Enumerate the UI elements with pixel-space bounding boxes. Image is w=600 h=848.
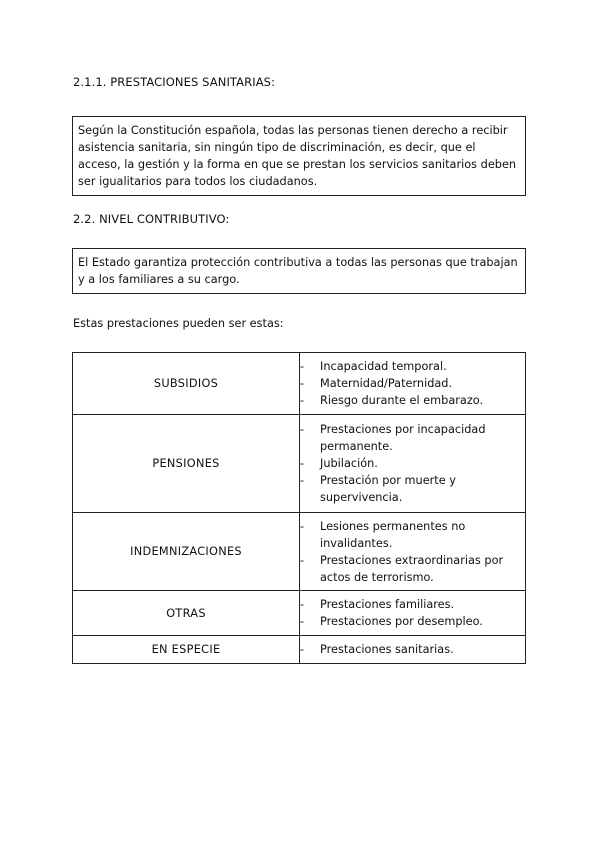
benefit-list xyxy=(300,641,525,658)
benefit-list xyxy=(300,518,525,586)
table-row-en-especie xyxy=(73,636,526,664)
category-cell: PENSIONES xyxy=(73,415,300,513)
category-cell: OTRAS xyxy=(73,591,300,636)
benefit-list xyxy=(300,358,525,409)
dash-marker: - xyxy=(300,423,305,436)
category-cell: SUBSIDIOS xyxy=(73,353,300,415)
dash-marker: - xyxy=(300,553,305,567)
section-heading-nivel-contributivo: 2.2. NIVEL CONTRIBUTIVO: xyxy=(73,212,230,226)
list-item-text: Prestaciones por desempleo. xyxy=(320,615,483,628)
dash-marker: - xyxy=(300,519,305,533)
dash-marker: - xyxy=(300,394,305,407)
table-row-subsidios xyxy=(73,353,526,415)
dash-marker: - xyxy=(300,360,305,373)
dash-marker: - xyxy=(300,598,305,611)
list-item-text: Prestaciones sanitarias. xyxy=(320,643,454,656)
dash-marker: - xyxy=(300,474,305,487)
list-item-text: Riesgo durante el embarazo. xyxy=(320,394,484,407)
list-item xyxy=(300,392,525,409)
list-item-text: Maternidad/Paternidad. xyxy=(320,377,453,390)
items-cell xyxy=(300,353,526,415)
category-cell: INDEMNIZACIONES xyxy=(73,513,300,591)
list-item-text: Prestaciones familiares. xyxy=(320,598,455,611)
benefit-list xyxy=(300,596,525,630)
list-item xyxy=(300,421,525,455)
list-item-text: Incapacidad temporal. xyxy=(320,360,447,373)
benefits-table xyxy=(72,352,526,664)
list-item xyxy=(300,358,525,375)
list-item xyxy=(300,613,525,630)
category-cell: EN ESPECIE xyxy=(73,636,300,664)
text-box-prestaciones-sanitarias: Según la Constitución española, todas las personas tienen derecho a recibir asistencia sanitaria, sin ningún tipo de discriminación, es decir, que el acceso, la gestión y la forma en que se prestan los servicios sanitarios deben ser igualitarios para todos los ciudadanos. xyxy=(72,116,526,196)
list-item-text: Lesiones permanentes no invalidantes. xyxy=(320,519,466,550)
items-cell xyxy=(300,591,526,636)
list-item xyxy=(300,472,525,506)
list-item-text: Prestaciones por incapacidad permanente. xyxy=(320,423,486,453)
items-cell xyxy=(300,513,526,591)
items-cell xyxy=(300,415,526,513)
list-item xyxy=(300,552,525,586)
list-item-text: Prestaciones extraordinarias por actos de terrorismo. xyxy=(320,553,504,584)
table-row-pensiones xyxy=(73,415,526,513)
list-item-text: Jubilación. xyxy=(320,457,378,470)
dash-marker: - xyxy=(300,643,305,656)
list-item xyxy=(300,375,525,392)
list-item xyxy=(300,455,525,472)
dash-marker: - xyxy=(300,615,305,628)
list-item xyxy=(300,641,525,658)
intro-text: Estas prestaciones pueden ser estas: xyxy=(73,317,284,330)
section-heading-prestaciones-sanitarias: 2.1.1. PRESTACIONES SANITARIAS: xyxy=(73,75,276,89)
list-item xyxy=(300,518,525,552)
list-item xyxy=(300,596,525,613)
text-box-nivel-contributivo: El Estado garantiza protección contributiva a todas las personas que trabajan y a los familiares a su cargo. xyxy=(72,248,526,294)
table-row-otras xyxy=(73,591,526,636)
dash-marker: - xyxy=(300,377,305,390)
dash-marker: - xyxy=(300,457,305,470)
list-item-text: Prestación por muerte y supervivencia. xyxy=(320,474,456,504)
table-row-indemnizaciones xyxy=(73,513,526,591)
items-cell xyxy=(300,636,526,664)
benefit-list xyxy=(300,421,525,506)
